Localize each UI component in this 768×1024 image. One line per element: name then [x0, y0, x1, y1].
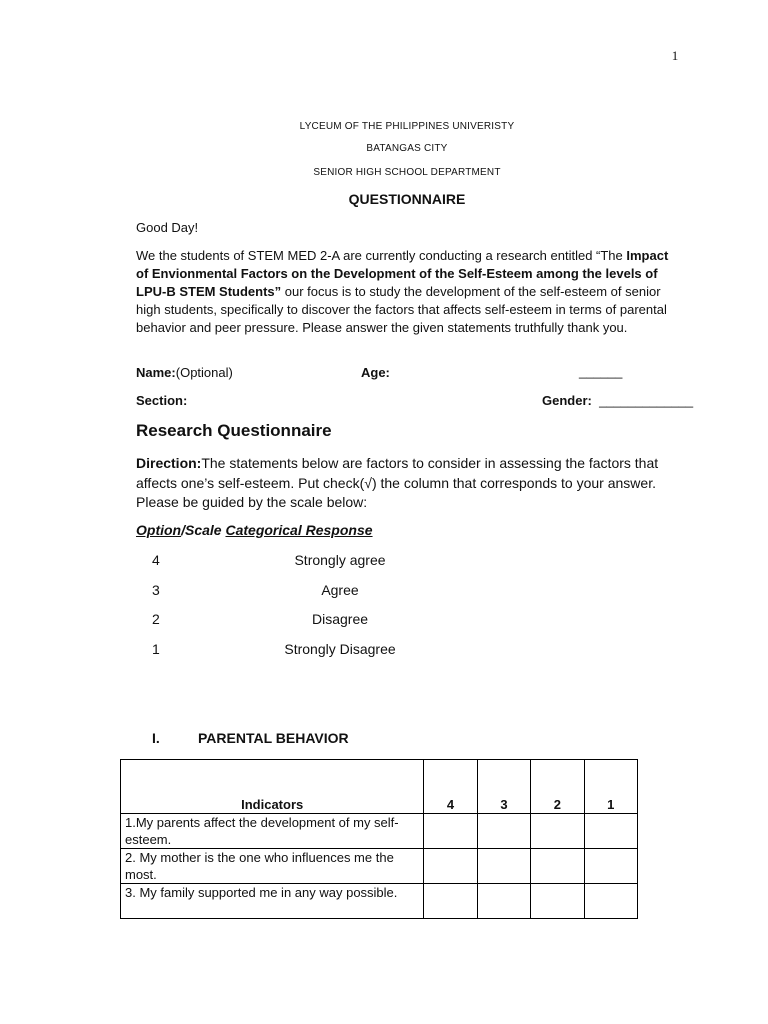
- scale-value: 4: [152, 552, 160, 568]
- indicator-text: 1.My parents affect the development of my self-esteem.: [121, 814, 424, 849]
- scale-value: 2: [152, 611, 160, 627]
- scale-label: Agree: [321, 582, 359, 598]
- greeting: Good Day!: [136, 220, 199, 235]
- answer-cell[interactable]: [531, 884, 584, 919]
- scale-label: Strongly Disagree: [284, 641, 396, 657]
- gender-blank[interactable]: _____________: [599, 393, 694, 408]
- research-title: Impact of Envionmental Factors on the Development of the Self-Esteem among the levels of LPU-B STEM Students”: [136, 248, 669, 299]
- section-number: I.: [152, 730, 160, 746]
- scale-value: 3: [152, 582, 160, 598]
- section-heading: [152, 730, 349, 746]
- answer-cell[interactable]: [531, 814, 584, 849]
- indicator-text: 3. My family supported me in any way possible.: [121, 884, 424, 919]
- column-header-1: 1: [584, 760, 637, 814]
- table-header-row: [121, 760, 638, 814]
- age-label: Age:: [361, 365, 390, 380]
- scale-heading-response: Categorical Response: [225, 522, 373, 538]
- answer-cell[interactable]: [584, 814, 637, 849]
- scale-label: Strongly agree: [294, 552, 386, 568]
- column-header-4: 4: [424, 760, 477, 814]
- answer-cell[interactable]: [584, 884, 637, 919]
- page-number: 1: [671, 48, 679, 63]
- indicators-table: [120, 759, 638, 919]
- university-name: LYCEUM OF THE PHILIPPINES UNIVERISTY: [299, 121, 515, 132]
- scale-label: Disagree: [311, 611, 369, 627]
- name-label: Name:: [136, 365, 176, 380]
- table-row: [121, 814, 638, 849]
- answer-cell[interactable]: [477, 814, 530, 849]
- scale-heading-scale: Scale: [185, 522, 222, 538]
- direction-label: Direction:: [136, 455, 202, 471]
- answer-cell[interactable]: [424, 849, 477, 884]
- scale-heading: Option/Scale Categorical Response: [136, 522, 373, 538]
- indicator-text: 2. My mother is the one who influences me the most.: [121, 849, 424, 884]
- answer-cell[interactable]: [584, 849, 637, 884]
- answer-cell[interactable]: [531, 849, 584, 884]
- answer-cell[interactable]: [477, 884, 530, 919]
- gender-field: [542, 393, 693, 408]
- name-note: (Optional): [175, 365, 233, 380]
- age-blank[interactable]: ______: [579, 364, 623, 379]
- table-row: [121, 884, 638, 919]
- scale-heading-option: Option: [136, 522, 182, 538]
- column-header-3: 3: [477, 760, 530, 814]
- table-row: [121, 849, 638, 884]
- research-heading: Research Questionnaire: [136, 421, 332, 440]
- answer-cell[interactable]: [477, 849, 530, 884]
- department-name: SENIOR HIGH SCHOOL DEPARTMENT: [313, 167, 501, 178]
- column-header-indicators: Indicators: [121, 760, 424, 814]
- intro-paragraph: [136, 247, 681, 337]
- direction-paragraph: [136, 454, 686, 513]
- answer-cell[interactable]: [424, 814, 477, 849]
- gender-label: Gender:: [542, 393, 592, 408]
- answer-cell[interactable]: [424, 884, 477, 919]
- scale-value: 1: [152, 641, 160, 657]
- section-title: PARENTAL BEHAVIOR: [198, 730, 349, 746]
- intro-text-end: our focus is to study the development of the self-esteem of senior high students, specifically to discover the factors that affects self-esteem in terms of parental behavior and peer pressure. Please answer the given statements truthfully thank you.: [136, 284, 667, 335]
- section-label: Section:: [136, 393, 188, 408]
- city-name: BATANGAS CITY: [366, 143, 448, 154]
- document-title: QUESTIONNAIRE: [348, 191, 466, 207]
- column-header-2: 2: [531, 760, 584, 814]
- name-field: [136, 365, 233, 380]
- intro-text-start: We the students of STEM MED 2-A are currently conducting a research entitled “The: [136, 248, 627, 263]
- direction-text: The statements below are factors to consider in assessing the factors that affects one’s self-esteem. Put check(√) the column that corresponds to your answer. Please be guided by the scale below:: [136, 455, 659, 510]
